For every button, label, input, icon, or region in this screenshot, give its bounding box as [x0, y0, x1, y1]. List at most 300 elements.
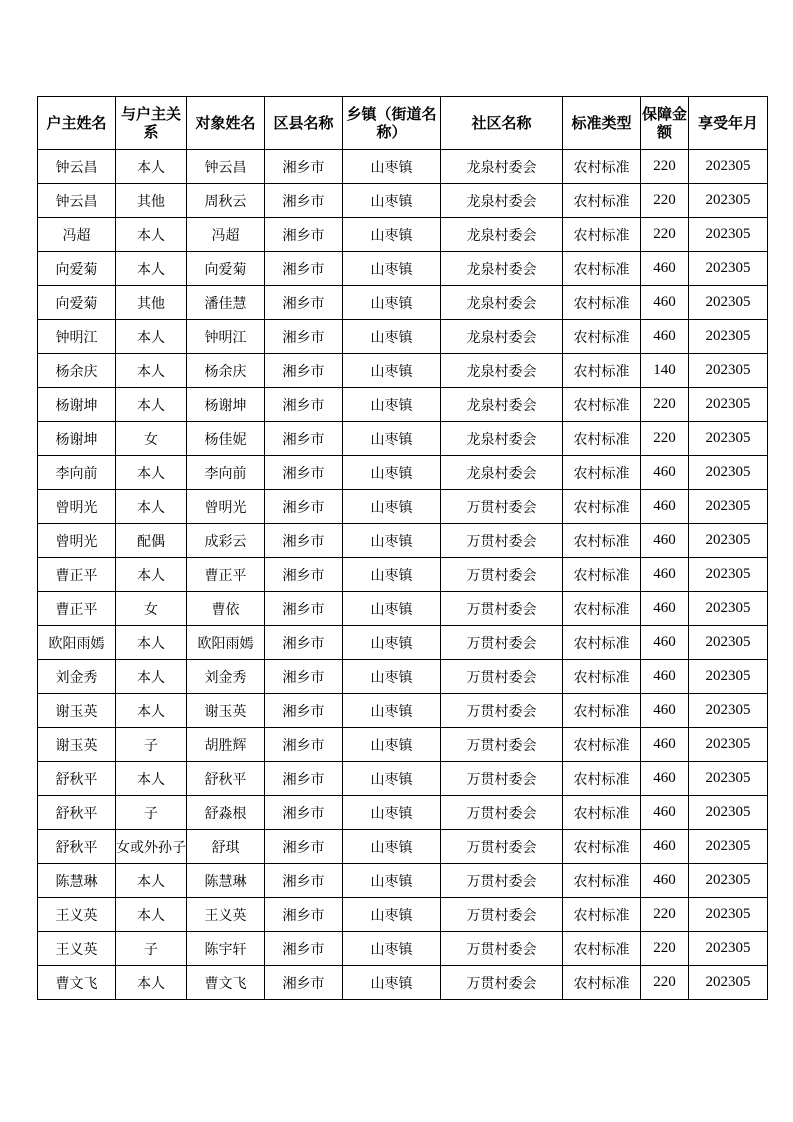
county-name-cell	[265, 320, 343, 354]
community-name-cell	[441, 388, 563, 422]
benefit-amount-cell	[641, 762, 689, 796]
cell-text: 龙泉村委会	[466, 261, 537, 278]
community-name-cell	[441, 490, 563, 524]
community-name-cell	[441, 524, 563, 558]
county-name-cell	[265, 388, 343, 422]
cell-text: 202305	[705, 736, 751, 752]
cell-text: 本人	[137, 669, 165, 686]
cell-text: 杨谢坤	[55, 431, 98, 448]
householder-name-cell	[38, 626, 116, 660]
relationship-cell	[116, 184, 187, 218]
householder-name-cell	[38, 184, 116, 218]
cell-text: 山枣镇	[370, 601, 413, 618]
cell-text: 202305	[705, 770, 751, 786]
subject-name-cell	[187, 456, 265, 490]
county-name-cell	[265, 252, 343, 286]
cell-text: 202305	[705, 158, 751, 174]
cell-text: 杨余庆	[55, 363, 98, 380]
cell-text: 湘乡市	[282, 669, 325, 686]
cell-text: 460	[653, 328, 676, 344]
standard-type-cell	[563, 490, 641, 524]
standard-type-cell	[563, 864, 641, 898]
relationship-cell	[116, 354, 187, 388]
benefit-amount-cell	[641, 932, 689, 966]
county-name-cell	[265, 456, 343, 490]
standard-type-cell	[563, 660, 641, 694]
cell-text: 202305	[705, 702, 751, 718]
benefit-amount-cell	[641, 626, 689, 660]
cell-text: 山枣镇	[370, 227, 413, 244]
benefit-month-cell	[689, 286, 768, 320]
cell-text: 202305	[705, 328, 751, 344]
cell-text: 460	[653, 566, 676, 582]
cell-text: 农村标准	[573, 737, 630, 754]
community-name-cell	[441, 422, 563, 456]
cell-text: 农村标准	[573, 805, 630, 822]
cell-text: 湘乡市	[282, 737, 325, 754]
cell-text: 曾明光	[55, 499, 98, 516]
cell-text: 农村标准	[573, 431, 630, 448]
cell-text: 山枣镇	[370, 975, 413, 992]
standard-type-cell	[563, 932, 641, 966]
cell-text: 陈慧琳	[204, 873, 247, 890]
subject-name-cell	[187, 422, 265, 456]
standard-type-cell	[563, 626, 641, 660]
cell-text: 山枣镇	[370, 669, 413, 686]
cell-text: 王义英	[55, 907, 98, 924]
relationship-cell	[116, 626, 187, 660]
cell-text: 舒秋平	[55, 839, 98, 856]
householder-name-cell	[38, 898, 116, 932]
relationship-cell	[116, 592, 187, 626]
householder-name-cell	[38, 286, 116, 320]
cell-text: 湘乡市	[282, 159, 325, 176]
table-row	[38, 320, 768, 354]
cell-text: 曹正平	[204, 567, 247, 584]
cell-text: 李向前	[55, 465, 98, 482]
householder-name-cell	[38, 694, 116, 728]
cell-text: 山枣镇	[370, 805, 413, 822]
benefit-amount-cell	[641, 150, 689, 184]
county-name-cell	[265, 422, 343, 456]
cell-text: 向爱菊	[55, 261, 98, 278]
header-county-name: 区县名称	[265, 97, 343, 150]
county-name-cell	[265, 660, 343, 694]
county-name-cell	[265, 354, 343, 388]
cell-text: 湘乡市	[282, 397, 325, 414]
cell-text: 向爱菊	[204, 261, 247, 278]
standard-type-cell	[563, 150, 641, 184]
cell-text: 龙泉村委会	[466, 397, 537, 414]
cell-text: 农村标准	[573, 601, 630, 618]
cell-text: 202305	[705, 838, 751, 854]
township-name-cell	[343, 388, 441, 422]
subject-name-cell	[187, 796, 265, 830]
relationship-cell	[116, 252, 187, 286]
standard-type-cell	[563, 592, 641, 626]
cell-text: 农村标准	[573, 465, 630, 482]
standard-type-cell	[563, 320, 641, 354]
table-row	[38, 762, 768, 796]
cell-text: 万贯村委会	[466, 873, 537, 890]
cell-text: 460	[653, 532, 676, 548]
benefit-amount-cell	[641, 524, 689, 558]
cell-text: 山枣镇	[370, 295, 413, 312]
relationship-cell	[116, 762, 187, 796]
cell-text: 农村标准	[573, 941, 630, 958]
table-row	[38, 830, 768, 864]
benefit-month-cell	[689, 762, 768, 796]
relationship-cell	[116, 898, 187, 932]
cell-text: 山枣镇	[370, 737, 413, 754]
township-name-cell	[343, 898, 441, 932]
cell-text: 龙泉村委会	[466, 431, 537, 448]
cell-text: 202305	[705, 872, 751, 888]
cell-text: 曹文飞	[55, 975, 98, 992]
township-name-cell	[343, 694, 441, 728]
cell-text: 万贯村委会	[466, 635, 537, 652]
cell-text: 湘乡市	[282, 227, 325, 244]
cell-text: 农村标准	[573, 873, 630, 890]
standard-type-cell	[563, 558, 641, 592]
cell-text: 成彩云	[204, 533, 247, 550]
cell-text: 其他	[137, 295, 165, 312]
cell-text: 山枣镇	[370, 873, 413, 890]
header-benefit-month: 享受年月	[689, 97, 768, 150]
cell-text: 周秋云	[204, 193, 247, 210]
relationship-cell	[116, 218, 187, 252]
cell-text: 460	[653, 464, 676, 480]
table-row	[38, 524, 768, 558]
cell-text: 农村标准	[573, 159, 630, 176]
cell-text: 山枣镇	[370, 329, 413, 346]
cell-text: 湘乡市	[282, 771, 325, 788]
benefit-amount-cell	[641, 728, 689, 762]
cell-text: 曾明光	[204, 499, 247, 516]
cell-text: 湘乡市	[282, 465, 325, 482]
cell-text: 460	[653, 770, 676, 786]
county-name-cell	[265, 830, 343, 864]
cell-text: 220	[653, 192, 676, 208]
householder-name-cell	[38, 796, 116, 830]
benefit-amount-cell	[641, 320, 689, 354]
cell-text: 配偶	[137, 533, 165, 550]
table-row	[38, 626, 768, 660]
householder-name-cell	[38, 422, 116, 456]
table-row	[38, 388, 768, 422]
county-name-cell	[265, 694, 343, 728]
community-name-cell	[441, 184, 563, 218]
cell-text: 李向前	[204, 465, 247, 482]
cell-text: 农村标准	[573, 329, 630, 346]
subject-name-cell	[187, 184, 265, 218]
cell-text: 湘乡市	[282, 941, 325, 958]
cell-text: 向爱菊	[55, 295, 98, 312]
cell-text: 钟云昌	[55, 193, 98, 210]
county-name-cell	[265, 286, 343, 320]
relationship-cell	[116, 694, 187, 728]
benefit-amount-cell	[641, 184, 689, 218]
cell-text: 万贯村委会	[466, 499, 537, 516]
header-community-name: 社区名称	[441, 97, 563, 150]
householder-name-cell	[38, 966, 116, 1000]
header-standard-type: 标准类型	[563, 97, 641, 150]
cell-text: 龙泉村委会	[466, 159, 537, 176]
cell-text: 山枣镇	[370, 363, 413, 380]
cell-text: 460	[653, 498, 676, 514]
benefit-month-cell	[689, 660, 768, 694]
benefit-month-cell	[689, 150, 768, 184]
cell-text: 202305	[705, 532, 751, 548]
cell-text: 钟明江	[55, 329, 98, 346]
cell-text: 220	[653, 974, 676, 990]
township-name-cell	[343, 524, 441, 558]
cell-text: 欧阳雨嫣	[48, 635, 105, 652]
benefit-month-cell	[689, 830, 768, 864]
cell-text: 202305	[705, 498, 751, 514]
cell-text: 湘乡市	[282, 261, 325, 278]
benefit-month-cell	[689, 320, 768, 354]
cell-text: 本人	[137, 499, 165, 516]
benefit-amount-cell	[641, 864, 689, 898]
cell-text: 460	[653, 294, 676, 310]
cell-text: 湘乡市	[282, 295, 325, 312]
relationship-cell	[116, 422, 187, 456]
benefit-month-cell	[689, 218, 768, 252]
cell-text: 陈慧琳	[55, 873, 98, 890]
subject-name-cell	[187, 864, 265, 898]
cell-text: 202305	[705, 668, 751, 684]
county-name-cell	[265, 150, 343, 184]
township-name-cell	[343, 422, 441, 456]
cell-text: 460	[653, 702, 676, 718]
cell-text: 龙泉村委会	[466, 227, 537, 244]
community-name-cell	[441, 966, 563, 1000]
relationship-cell	[116, 932, 187, 966]
cell-text: 冯超	[211, 227, 240, 244]
subject-name-cell	[187, 286, 265, 320]
township-name-cell	[343, 592, 441, 626]
table-row	[38, 966, 768, 1000]
cell-text: 本人	[137, 635, 165, 652]
township-name-cell	[343, 932, 441, 966]
cell-text: 山枣镇	[370, 465, 413, 482]
cell-text: 万贯村委会	[466, 703, 537, 720]
cell-text: 子	[144, 941, 158, 958]
cell-text: 湘乡市	[282, 533, 325, 550]
cell-text: 曹正平	[55, 567, 98, 584]
standard-type-cell	[563, 966, 641, 1000]
cell-text: 山枣镇	[370, 839, 413, 856]
cell-text: 202305	[705, 940, 751, 956]
header-relationship: 与户主关系	[116, 97, 187, 150]
cell-text: 本人	[137, 703, 165, 720]
header-subject-name: 对象姓名	[187, 97, 265, 150]
cell-text: 杨谢坤	[204, 397, 247, 414]
county-name-cell	[265, 796, 343, 830]
cell-text: 万贯村委会	[466, 533, 537, 550]
cell-text: 万贯村委会	[466, 567, 537, 584]
cell-text: 202305	[705, 192, 751, 208]
header-township-name: 乡镇（街道名称）	[343, 97, 441, 150]
township-name-cell	[343, 796, 441, 830]
cell-text: 女或外孙子	[116, 839, 186, 856]
subject-name-cell	[187, 558, 265, 592]
table-row	[38, 354, 768, 388]
subject-name-cell	[187, 524, 265, 558]
cell-text: 万贯村委会	[466, 805, 537, 822]
benefit-amount-cell	[641, 388, 689, 422]
cell-text: 胡胜辉	[204, 737, 247, 754]
cell-text: 谢玉英	[55, 737, 98, 754]
township-name-cell	[343, 830, 441, 864]
cell-text: 农村标准	[573, 703, 630, 720]
cell-text: 140	[653, 362, 676, 378]
cell-text: 陈宇轩	[204, 941, 247, 958]
cell-text: 本人	[137, 465, 165, 482]
householder-name-cell	[38, 320, 116, 354]
householder-name-cell	[38, 932, 116, 966]
cell-text: 刘金秀	[55, 669, 98, 686]
table-row	[38, 218, 768, 252]
householder-name-cell	[38, 524, 116, 558]
standard-type-cell	[563, 184, 641, 218]
table-row	[38, 694, 768, 728]
subject-name-cell	[187, 150, 265, 184]
benefit-month-cell	[689, 694, 768, 728]
cell-text: 龙泉村委会	[466, 193, 537, 210]
subject-name-cell	[187, 592, 265, 626]
cell-text: 欧阳雨嫣	[197, 635, 254, 652]
relationship-cell	[116, 796, 187, 830]
township-name-cell	[343, 660, 441, 694]
relationship-cell	[116, 830, 187, 864]
cell-text: 本人	[137, 873, 165, 890]
householder-name-cell	[38, 490, 116, 524]
benefit-month-cell	[689, 796, 768, 830]
cell-text: 202305	[705, 226, 751, 242]
community-name-cell	[441, 728, 563, 762]
cell-text: 202305	[705, 464, 751, 480]
cell-text: 220	[653, 226, 676, 242]
cell-text: 本人	[137, 159, 165, 176]
benefit-amount-cell	[641, 898, 689, 932]
cell-text: 农村标准	[573, 193, 630, 210]
cell-text: 潘佳慧	[204, 295, 247, 312]
cell-text: 农村标准	[573, 533, 630, 550]
benefit-month-cell	[689, 932, 768, 966]
table-row	[38, 592, 768, 626]
cell-text: 农村标准	[573, 669, 630, 686]
cell-text: 农村标准	[573, 363, 630, 380]
cell-text: 202305	[705, 566, 751, 582]
cell-text: 湘乡市	[282, 601, 325, 618]
subject-name-cell	[187, 762, 265, 796]
township-name-cell	[343, 728, 441, 762]
relationship-cell	[116, 558, 187, 592]
cell-text: 万贯村委会	[466, 771, 537, 788]
community-name-cell	[441, 762, 563, 796]
cell-text: 舒淼根	[204, 805, 247, 822]
benefit-amount-cell	[641, 286, 689, 320]
cell-text: 万贯村委会	[466, 601, 537, 618]
county-name-cell	[265, 184, 343, 218]
table-row	[38, 456, 768, 490]
relationship-cell	[116, 388, 187, 422]
relationship-cell	[116, 150, 187, 184]
benefit-month-cell	[689, 354, 768, 388]
beneficiary-table	[37, 96, 768, 1000]
cell-text: 460	[653, 872, 676, 888]
benefit-month-cell	[689, 422, 768, 456]
table-row	[38, 898, 768, 932]
standard-type-cell	[563, 762, 641, 796]
householder-name-cell	[38, 218, 116, 252]
cell-text: 龙泉村委会	[466, 363, 537, 380]
community-name-cell	[441, 592, 563, 626]
township-name-cell	[343, 966, 441, 1000]
cell-text: 202305	[705, 600, 751, 616]
standard-type-cell	[563, 694, 641, 728]
benefit-amount-cell	[641, 694, 689, 728]
county-name-cell	[265, 558, 343, 592]
benefit-amount-cell	[641, 830, 689, 864]
cell-text: 万贯村委会	[466, 737, 537, 754]
benefit-month-cell	[689, 728, 768, 762]
cell-text: 460	[653, 804, 676, 820]
subject-name-cell	[187, 320, 265, 354]
relationship-cell	[116, 490, 187, 524]
table-row	[38, 422, 768, 456]
cell-text: 山枣镇	[370, 499, 413, 516]
benefit-month-cell	[689, 558, 768, 592]
subject-name-cell	[187, 354, 265, 388]
householder-name-cell	[38, 864, 116, 898]
cell-text: 山枣镇	[370, 567, 413, 584]
cell-text: 湘乡市	[282, 873, 325, 890]
benefit-month-cell	[689, 184, 768, 218]
cell-text: 202305	[705, 974, 751, 990]
subject-name-cell	[187, 898, 265, 932]
table-row	[38, 252, 768, 286]
header-householder-name: 户主姓名	[38, 97, 116, 150]
cell-text: 山枣镇	[370, 533, 413, 550]
cell-text: 山枣镇	[370, 771, 413, 788]
cell-text: 曹文飞	[204, 975, 247, 992]
township-name-cell	[343, 354, 441, 388]
householder-name-cell	[38, 558, 116, 592]
benefit-month-cell	[689, 456, 768, 490]
county-name-cell	[265, 592, 343, 626]
householder-name-cell	[38, 150, 116, 184]
subject-name-cell	[187, 490, 265, 524]
community-name-cell	[441, 150, 563, 184]
community-name-cell	[441, 694, 563, 728]
cell-text: 曹依	[211, 601, 240, 618]
header-benefit-amount: 保障金额	[641, 97, 689, 150]
township-name-cell	[343, 150, 441, 184]
table-row	[38, 864, 768, 898]
table-row	[38, 150, 768, 184]
cell-text: 202305	[705, 804, 751, 820]
community-name-cell	[441, 864, 563, 898]
subject-name-cell	[187, 252, 265, 286]
cell-text: 农村标准	[573, 975, 630, 992]
benefit-amount-cell	[641, 354, 689, 388]
cell-text: 子	[144, 737, 158, 754]
benefit-month-cell	[689, 388, 768, 422]
cell-text: 万贯村委会	[466, 669, 537, 686]
